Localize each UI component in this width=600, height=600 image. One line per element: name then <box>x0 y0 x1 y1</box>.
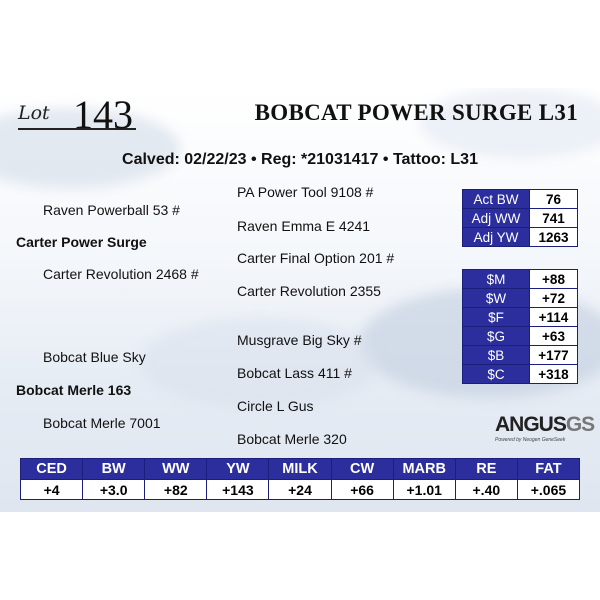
epd-header: FAT <box>517 459 579 480</box>
table-header-row <box>21 459 580 480</box>
sire-sire: Raven Powerball 53 # <box>43 202 180 218</box>
dam-dam-dam: Bobcat Merle 320 <box>237 431 347 447</box>
weight-value: 741 <box>530 209 578 228</box>
epd-header: RE <box>455 459 517 480</box>
dam-dam: Bobcat Merle 7001 <box>43 415 161 431</box>
table-row <box>463 209 578 228</box>
sire-sire-sire: PA Power Tool 9108 # <box>237 184 374 200</box>
index-table <box>462 269 578 384</box>
dam-sire-sire: Musgrave Big Sky # <box>237 332 362 348</box>
index-value: +63 <box>530 327 578 346</box>
table-row <box>463 327 578 346</box>
index-label: $W <box>463 289 530 308</box>
epd-header: CED <box>21 459 83 480</box>
epd-header: CW <box>331 459 393 480</box>
weight-label: Act BW <box>463 190 530 209</box>
weight-value: 76 <box>530 190 578 209</box>
dam-sire-dam: Bobcat Lass 411 # <box>237 365 352 381</box>
epd-header: BW <box>83 459 145 480</box>
logo-tagline: Powered by Neogen GeneSeek <box>495 437 566 443</box>
epd-value: +1.01 <box>393 480 455 500</box>
sire-sire-dam: Raven Emma E 4241 <box>237 218 371 234</box>
lot-card <box>0 88 600 512</box>
weight-label: Adj WW <box>463 209 530 228</box>
sire-dam: Carter Revolution 2468 # <box>43 266 199 282</box>
table-row <box>463 308 578 327</box>
epd-value: +24 <box>269 480 331 500</box>
sire-dam-sire: Carter Final Option 201 # <box>237 250 395 266</box>
weight-label: Adj YW <box>463 228 530 247</box>
calved-reg-tattoo: Calved: 02/22/23 • Reg: *21031417 • Tattoo: L31 <box>122 151 478 168</box>
sire: Carter Power Surge <box>16 234 147 250</box>
epd-value: +.40 <box>455 480 517 500</box>
table-row <box>463 270 578 289</box>
index-label: $M <box>463 270 530 289</box>
table-row <box>463 190 578 209</box>
epd-value: +143 <box>207 480 269 500</box>
index-value: +72 <box>530 289 578 308</box>
table-row <box>463 365 578 384</box>
lot-label: Lot <box>18 102 50 124</box>
index-value: +88 <box>530 270 578 289</box>
bull-name: BOBCAT POWER SURGE L31 <box>254 100 578 125</box>
sire-dam-dam: Carter Revolution 2355 <box>237 283 381 299</box>
table-row <box>463 346 578 365</box>
index-value: +177 <box>530 346 578 365</box>
weights-table <box>462 189 578 247</box>
epd-value: +4 <box>21 480 83 500</box>
table-row <box>21 480 580 500</box>
index-value: +114 <box>530 308 578 327</box>
angus-gs-logo <box>495 413 595 448</box>
table-row <box>463 228 578 247</box>
logo-wordmark: ANGUSGS <box>495 413 595 436</box>
index-label: $G <box>463 327 530 346</box>
epd-header: MILK <box>269 459 331 480</box>
lot-number: 143 <box>73 92 133 137</box>
epd-value: +66 <box>331 480 393 500</box>
dam-sire: Bobcat Blue Sky <box>43 349 146 365</box>
table-row <box>463 289 578 308</box>
epd-table <box>20 458 580 500</box>
index-label: $F <box>463 308 530 327</box>
epd-header: MARB <box>393 459 455 480</box>
weight-value: 1263 <box>530 228 578 247</box>
epd-value: +3.0 <box>83 480 145 500</box>
epd-header: WW <box>145 459 207 480</box>
epd-value: +.065 <box>517 480 579 500</box>
index-label: $C <box>463 365 530 384</box>
index-value: +318 <box>530 365 578 384</box>
dam: Bobcat Merle 163 <box>16 382 132 398</box>
epd-header: YW <box>207 459 269 480</box>
index-label: $B <box>463 346 530 365</box>
epd-value: +82 <box>145 480 207 500</box>
dam-dam-sire: Circle L Gus <box>237 398 314 414</box>
